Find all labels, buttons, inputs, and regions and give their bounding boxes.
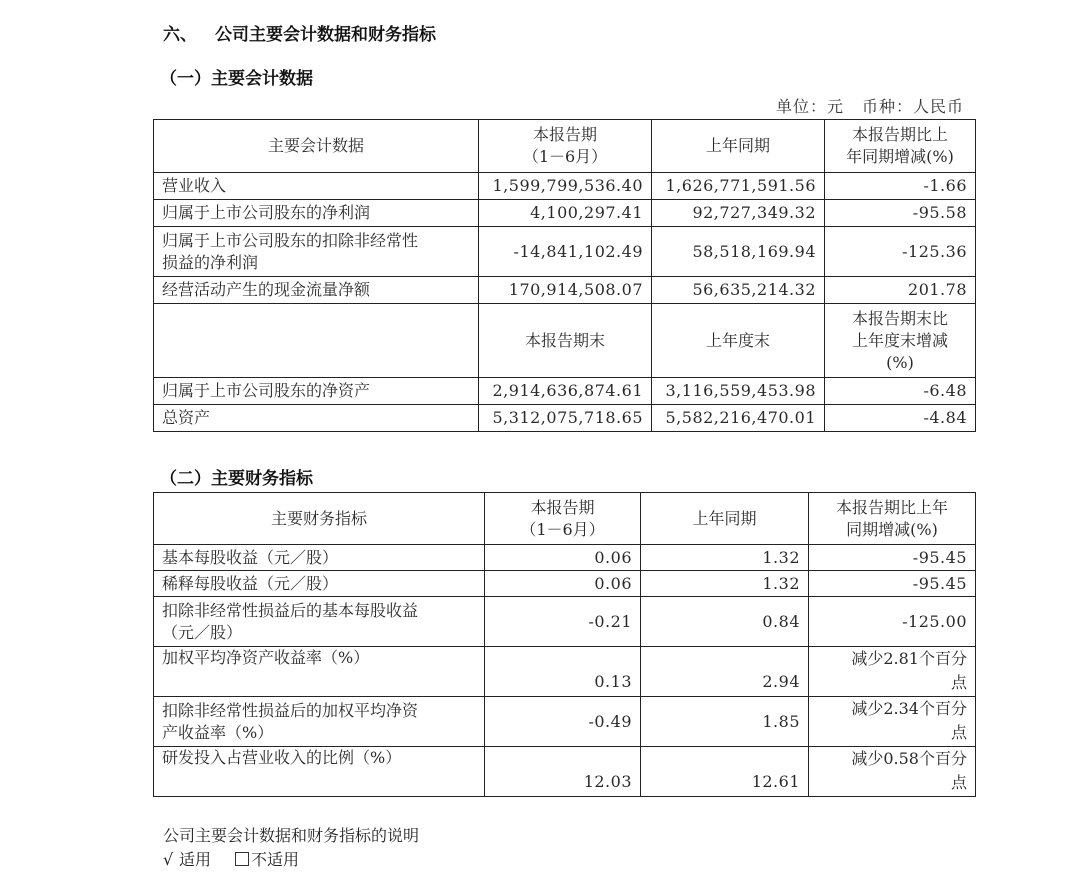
header-cell: 本报告期 （1－6月） xyxy=(479,120,652,173)
prior-value: 2.94 xyxy=(641,647,809,697)
header-cell: 本报告期比上 年同期增减(%) xyxy=(825,120,976,173)
change-value: 减少2.34个百分 点 xyxy=(809,697,976,747)
subsection-title-accounting-data: （一）主要会计数据 xyxy=(160,69,313,89)
header-cell: 上年度末 xyxy=(652,304,825,378)
current-value: 170,914,508.07 xyxy=(479,277,652,304)
current-value: 1,599,799,536.40 xyxy=(479,173,652,200)
current-value: 4,100,297.41 xyxy=(479,200,652,227)
header-cell: 主要财务指标 xyxy=(154,493,485,545)
header-cell: 本报告期 （1－6月） xyxy=(485,493,641,545)
subsection-title-financial-indicators: （二）主要财务指标 xyxy=(160,469,313,489)
table-row xyxy=(154,405,976,432)
unit-currency-note xyxy=(776,94,964,117)
table-header-row xyxy=(154,493,976,545)
change-value: -95.45 xyxy=(809,571,976,597)
prior-value: 56,635,214.32 xyxy=(652,277,825,304)
change-value: -95.58 xyxy=(825,200,976,227)
table-row xyxy=(154,697,976,747)
row-label: 营业收入 xyxy=(154,173,479,200)
checkbox-empty-icon xyxy=(235,852,249,866)
prior-value: 3,116,559,453.98 xyxy=(652,378,825,405)
row-label: 经营活动产生的现金流量净额 xyxy=(154,277,479,304)
table-row xyxy=(154,747,976,797)
current-value: -0.21 xyxy=(485,597,641,647)
table-row xyxy=(154,647,976,697)
section-number: 六、 xyxy=(163,25,197,45)
row-label: 研发投入占营业收入的比例（%） xyxy=(154,747,485,797)
row-label: 总资产 xyxy=(154,405,479,432)
table-row xyxy=(154,200,976,227)
change-value: 减少0.58个百分 点 xyxy=(809,747,976,797)
change-value: -6.48 xyxy=(825,378,976,405)
row-label: 归属于上市公司股东的净资产 xyxy=(154,378,479,405)
section-heading xyxy=(163,20,436,45)
current-value: -0.49 xyxy=(485,697,641,747)
accounting-data-table xyxy=(153,119,976,432)
header-cell: 本报告期末 xyxy=(479,304,652,378)
prior-value: 0.84 xyxy=(641,597,809,647)
change-value: -95.45 xyxy=(809,545,976,571)
row-label: 基本每股收益（元／股） xyxy=(154,545,485,571)
not-applicable-option: 不适用 xyxy=(251,850,300,869)
table-row xyxy=(154,277,976,304)
current-value: 0.06 xyxy=(485,545,641,571)
section-title: 公司主要会计数据和财务指标 xyxy=(215,25,436,45)
note-title: 公司主要会计数据和财务指标的说明 xyxy=(163,826,420,845)
change-value: -1.66 xyxy=(825,173,976,200)
current-value: 0.13 xyxy=(485,647,641,697)
prior-value: 58,518,169.94 xyxy=(652,227,825,277)
financial-indicators-table xyxy=(153,492,976,797)
row-label: 归属于上市公司股东的净利润 xyxy=(154,200,479,227)
applicable-option: 适用 xyxy=(179,850,212,869)
prior-value: 1.85 xyxy=(641,697,809,747)
currency-label: 币种：人民币 xyxy=(861,97,964,116)
table-subheader-row xyxy=(154,304,976,378)
unit-label: 单位：元 xyxy=(775,97,844,116)
applicability-options xyxy=(163,848,419,872)
header-cell: 本报告期末比 上年度末增减 (%) xyxy=(825,304,976,378)
prior-value: 5,582,216,470.01 xyxy=(652,405,825,432)
header-cell: 上年同期 xyxy=(652,120,825,173)
change-value: -125.00 xyxy=(809,597,976,647)
prior-value: 1.32 xyxy=(641,545,809,571)
change-value: 减少2.81个百分 点 xyxy=(809,647,976,697)
table-row xyxy=(154,571,976,597)
change-value: 201.78 xyxy=(825,277,976,304)
current-value: -14,841,102.49 xyxy=(479,227,652,277)
table-row xyxy=(154,378,976,405)
explanation-note xyxy=(163,824,419,872)
row-label: 扣除非经常性损益后的基本每股收益 （元／股） xyxy=(154,597,485,647)
row-label: 扣除非经常性损益后的加权平均净资 产收益率（%） xyxy=(154,697,485,747)
table-header-row xyxy=(154,120,976,173)
current-value: 0.06 xyxy=(485,571,641,597)
checkmark-icon: √ xyxy=(163,850,174,869)
header-cell: 主要会计数据 xyxy=(154,120,479,173)
table-row xyxy=(154,173,976,200)
current-value: 12.03 xyxy=(485,747,641,797)
prior-value: 12.61 xyxy=(641,747,809,797)
header-cell xyxy=(154,304,479,378)
current-value: 5,312,075,718.65 xyxy=(479,405,652,432)
current-value: 2,914,636,874.61 xyxy=(479,378,652,405)
header-cell: 本报告期比上年 同期增减(%) xyxy=(809,493,976,545)
row-label: 稀释每股收益（元／股） xyxy=(154,571,485,597)
header-cell: 上年同期 xyxy=(641,493,809,545)
table-row xyxy=(154,545,976,571)
row-label: 加权平均净资产收益率（%） xyxy=(154,647,485,697)
prior-value: 1.32 xyxy=(641,571,809,597)
table-row xyxy=(154,227,976,277)
table-row xyxy=(154,597,976,647)
row-label: 归属于上市公司股东的扣除非经常性 损益的净利润 xyxy=(154,227,479,277)
change-value: -125.36 xyxy=(825,227,976,277)
prior-value: 92,727,349.32 xyxy=(652,200,825,227)
change-value: -4.84 xyxy=(825,405,976,432)
prior-value: 1,626,771,591.56 xyxy=(652,173,825,200)
